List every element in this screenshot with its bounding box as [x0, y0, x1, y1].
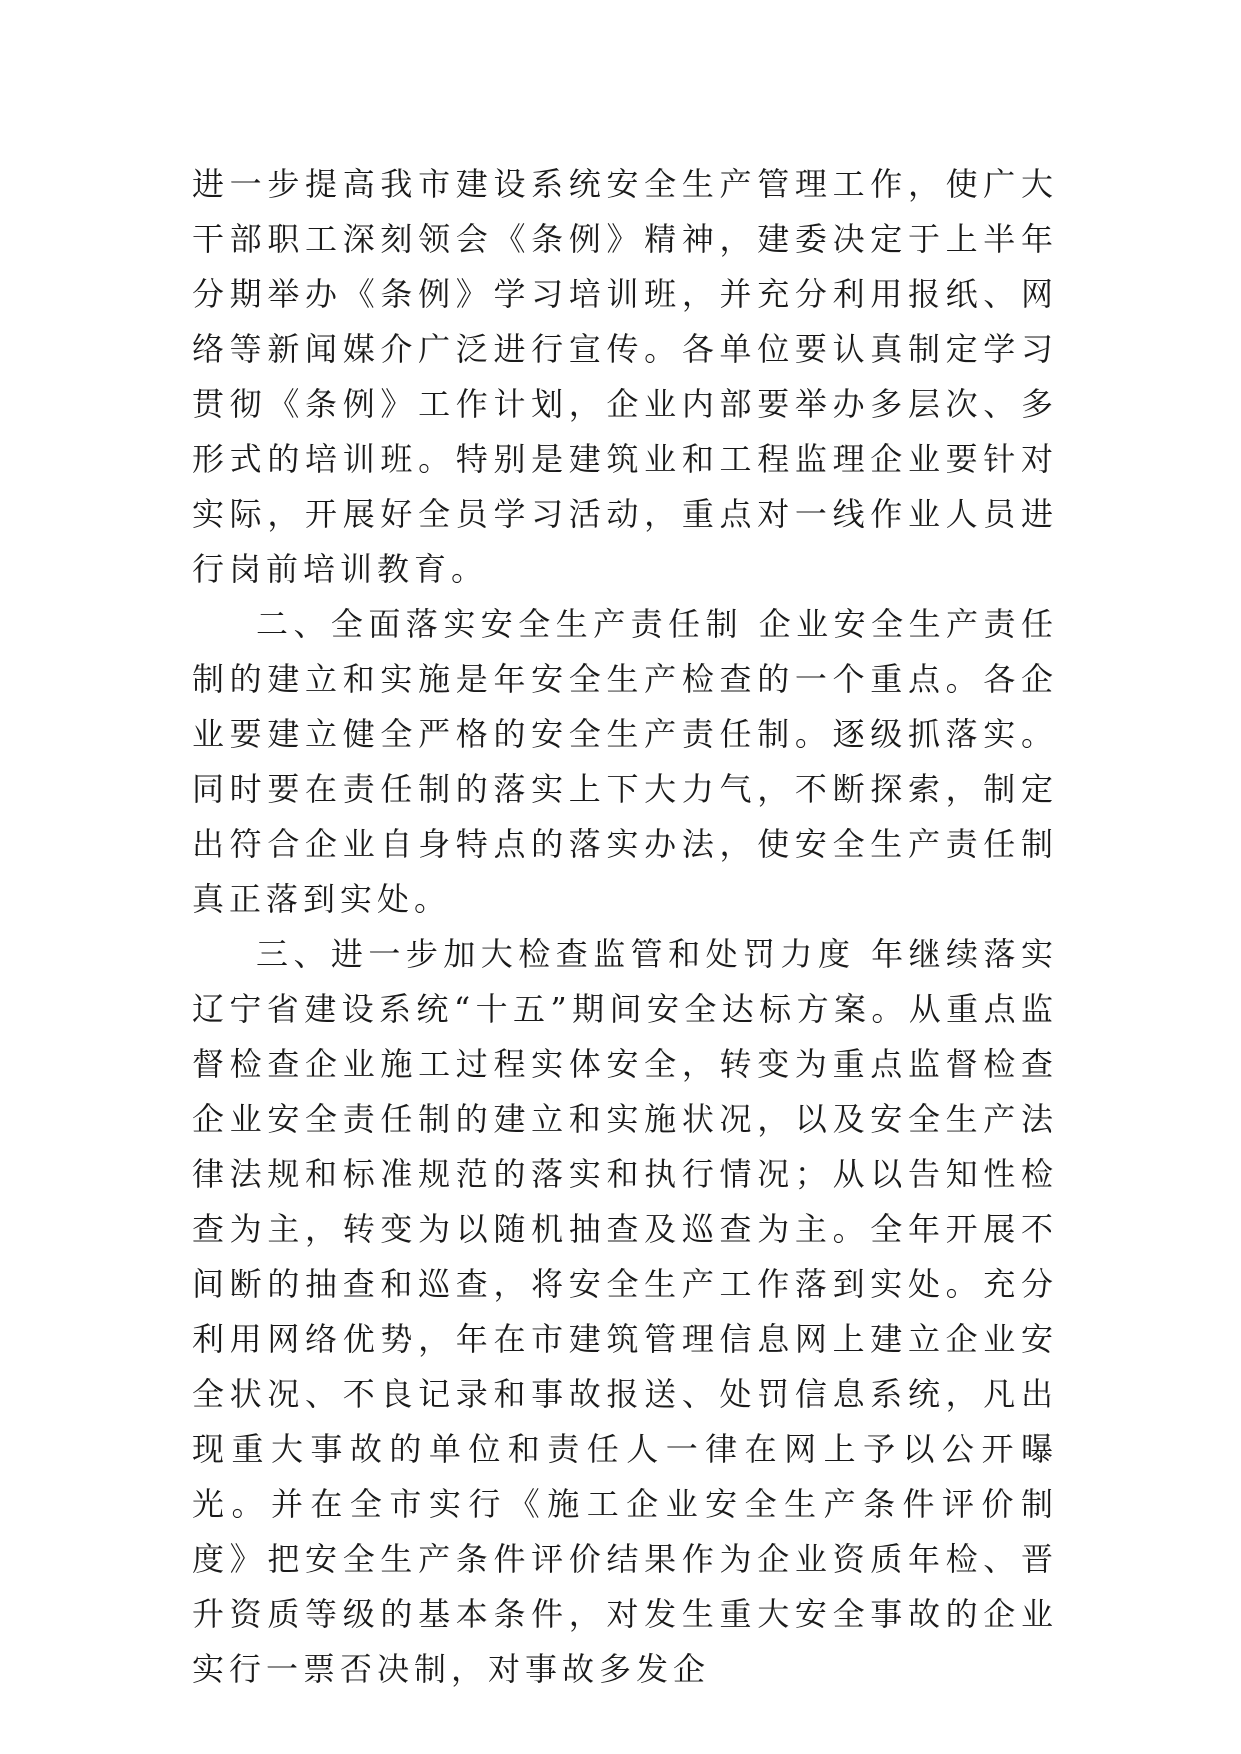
paragraph-3-section-three: 三、进一步加大检查监管和处罚力度 年继续落实辽宁省建设系统“十五”期间安全达标方案。从重点监督检查企业施工过程实体安全，转变为重点监督检查企业安全责任制的建立和实施状况，以及安全生产法律法规和标准规范的落实和执行情况；从以告知性检查为主，转变为以随机抽查及巡查为主。全年开展不间断的抽查和巡查，将安全生产工作落到实处。充分利用网络优势，年在市建筑管理信息网上建立企业安全状况、不良记录和事故报送、处罚信息系统，凡出现重大事故的单位和责任人一律在网上予以公开曝光。并在全市实行《施工企业安全生产条件评价制度》把安全生产条件评价结果作为企业资质年检、晋升资质等级的基本条件，对发生重大安全事故的企业实行一票否决制，对事故多发企: [192, 935, 1058, 1688]
paragraph-2-section-two: 二、全面落实安全生产责任制 企业安全生产责任制的建立和实施是年安全生产检查的一个重点。各企业要建立健全严格的安全生产责任制。逐级抓落实。同时要在责任制的落实上下大力气，不断探索，制定出符合企业自身特点的落实办法，使安全生产责任制真正落到实处。: [192, 605, 1058, 918]
paragraph-1: 进一步提高我市建设系统安全生产管理工作，使广大干部职工深刻领会《条例》精神，建委决定于上半年分期举办《条例》学习培训班，并充分利用报纸、网络等新闻媒介广泛进行宣传。各单位要认真制定学习贯彻《条例》工作计划，企业内部要举办多层次、多形式的培训班。特别是建筑业和工程监理企业要针对实际，开展好全员学习活动，重点对一线作业人员进行岗前培训教育。: [192, 165, 1058, 588]
document-body: [192, 157, 1058, 1697]
